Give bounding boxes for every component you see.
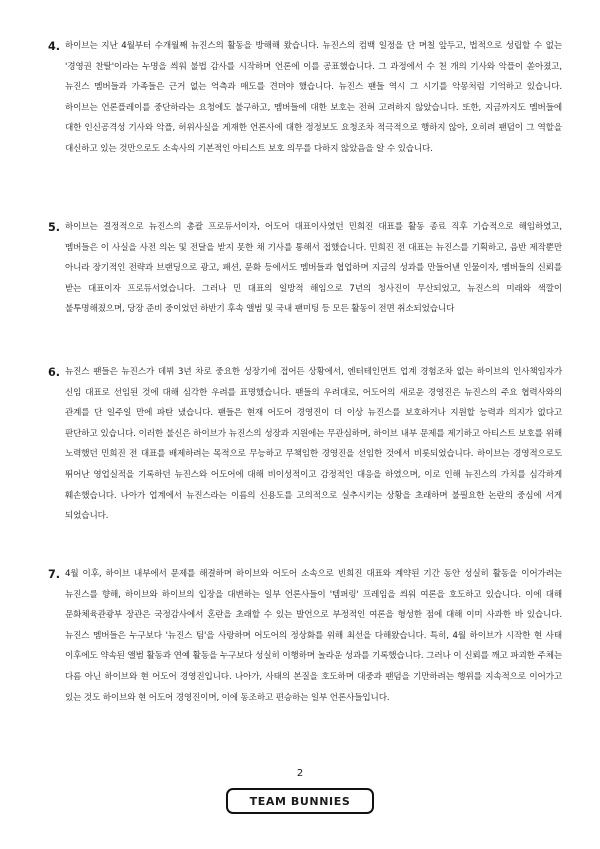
item-number: 6. xyxy=(48,366,61,379)
logo-text: TEAM BUNNIES xyxy=(249,794,351,808)
list-item-6 xyxy=(48,362,562,527)
list-item-7 xyxy=(48,564,562,708)
list-item-5 xyxy=(48,217,562,320)
item-number: 4. xyxy=(48,40,61,53)
item-paragraph: 하이브는 결정적으로 뉴진스의 총괄 프로듀서이자, 어도어 대표이사였던 민희진 대표를 활동 종료 직후 기습적으로 해임하였고, 멤버들은 이 사실을 사전 의논 및 전달을 받지 못한 채 기사를 통해서 접했습니다. 민희진 전 대표는 뉴진스를 기획하고, 음반 제작뿐만 아니라 장기적인 전략과 브랜딩으로 광고, 패션, 문화 등에서도 멤버들과 협업하며 지금의 성과를 만들어낸 인물이자, 멤버들의 신뢰를 받는 대표이자 프로듀서였습니다. 그러나 민 대표의 일방적 해임으로 7년의 청사진이 무산되었고, 뉴진스의 미래와 색깔이 불투명해졌으며, 당장 준비 중이었던 하반기 후속 앨범 및 국내 팬미팅 등 모든 활동이 전면 취소되었습니다 xyxy=(65,222,562,315)
team-bunnies-logo xyxy=(226,788,374,814)
item-paragraph: 하이브는 지난 4월부터 수개월째 뉴진스의 활동을 방해해 왔습니다. 뉴진스의 컴백 일정을 단 며칠 앞두고, 법적으로 성립할 수 없는 '경영권 찬탈'이라는 누명을 씌워 불법 감사를 시작하며 언론에 이를 공표했습니다. 그 과정에서 수 천 개의 기사와 악플이 쏟아졌고, 뉴진스 멤버들과 가족들은 근거 없는 억측과 매도를 견뎌야 했습니다. 뉴진스 팬들 역시 그 시기를 악몽처럼 기억하고 있습니다. 하이브는 언론플레이를 중단하라는 요청에도 불구하고, 멤버들에 대한 보호는 전혀 고려하지 않았습니다. 또한, 지금까지도 멤버들에 대한 인신공격성 기사와 악플, 허위사실을 게재한 언론사에 대한 정정보도 요청조차 적극적으로 행하지 않아, 오히려 팬덤이 그 역할을 대신하고 있는 것만으로도 소속사의 기본적인 아티스트 보호 의무를 다하지 않았음을 알 수 있습니다. xyxy=(65,41,562,154)
item-paragraph: 뉴진스 팬들은 뉴진스가 데뷔 3년 차로 중요한 성장기에 접어든 상황에서, 엔터테인먼트 업계 경험조차 없는 하이브의 인사책임자가 신임 대표로 선임된 것에 대해 심각한 우려를 표명했습니다. 팬들의 우려대로, 어도어의 새로운 경영진은 뉴진스의 주요 협력사와의 관계를 단 일주일 만에 파탄 냈습니다. 팬들은 현재 어도어 경영진이 더 이상 뉴진스를 보호하거나 지원할 능력과 의지가 없다고 판단하고 있습니다. 이러한 불신은 하이브가 뉴진스의 성장과 지원에는 무관심하며, 하이브 내부 문제를 제기하고 아티스트 보호를 위해 노력했던 민희진 전 대표를 배제하려는 목적으로 무능하고 무책임한 경영진을 선임한 것에서 비롯되었습니다. 하이브는 경영적으로도 뛰어난 영업실적을 기록하던 뉴진스와 어도어에 대해 비이성적이고 감정적인 대응을 하였으며, 이로 인해 뉴진스의 가치를 심각하게 훼손했습니다. 나아가 업계에서 뉴진스라는 이름의 신용도를 고의적으로 실추시키는 상황을 초래하며 불필요한 논란의 중심에 서게 되었습니다. xyxy=(65,367,562,522)
page-number: 2 xyxy=(296,768,304,779)
item-number: 7. xyxy=(48,568,61,581)
item-number: 5. xyxy=(48,221,61,234)
item-paragraph: 4월 이후, 하이브 내부에서 문제를 해결하며 하이브와 어도어 소속으로 빈희진 대표와 계약된 기간 동안 성실히 활동을 이어가려는 뉴진스를 향해, 하이브와 하이브의 입장을 대변하는 일부 언론사들이 '템퍼링' 프레임을 씌워 여론을 호도하고 있습니다. 이에 대해 문화체육관광부 장관은 국정감사에서 혼란을 초래할 수 있는 발언으로 부정적인 여론을 형성한 점에 대해 이미 사과한 바 있습니다. 뉴진스 멤버들은 누구보다 '뉴진스 팀'을 사랑하며 어도어의 정상화를 위해 최선을 다해왔습니다. 특히, 4월 하이브가 시작한 현 사태 이후에도 약속된 앨범 활동과 연예 활동을 누구보다 성실히 이행하며 놀라운 성과를 기록했습니다. 그러나 이 신뢰를 깨고 파괴한 주체는 다름 아닌 하이브와 현 어도어 경영진입니다. 나아가, 사태의 본질을 호도하며 대중과 팬덤을 기만하려는 행위를 지속적으로 이어가고 있는 것도 하이브와 현 어도어 경영진이며, 이에 동조하고 편승하는 일부 언론사들입니다. xyxy=(65,569,562,703)
list-item-4 xyxy=(48,36,562,160)
